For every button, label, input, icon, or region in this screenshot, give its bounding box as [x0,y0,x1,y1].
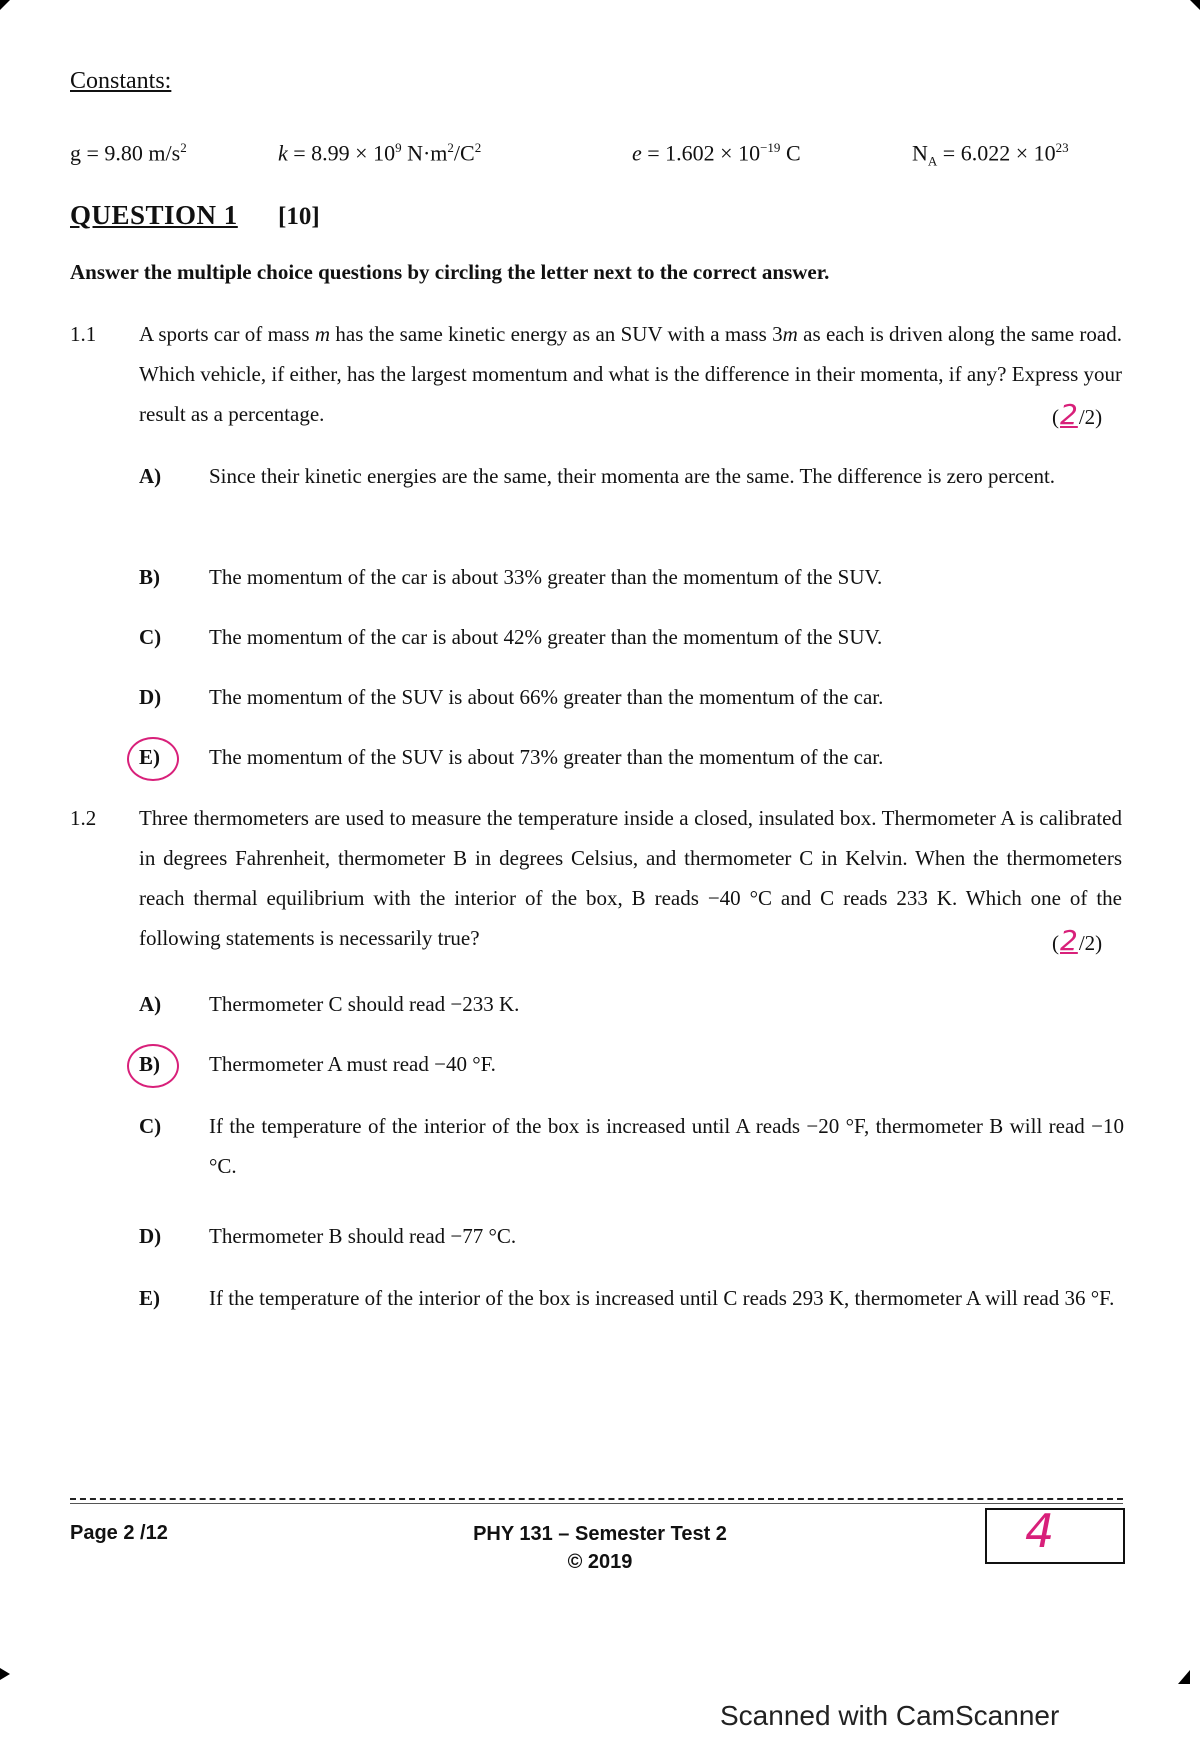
course-name: PHY 131 – Semester Test 2 [473,1523,727,1545]
page-score-box [985,1504,1125,1564]
option-text-1-2-e: If the temperature of the interior of the box is increased until C reads 293 K, thermometer A will read 36 °F. [209,1286,1115,1310]
question-text-1-1: A sports car of mass m has the same kinetic energy as an SUV with a mass 3m as each is driven along the same road. Which vehicle, if either, has the largest momentum and what is the difference in their momenta, if any? Express your result as a percentage. [139,322,1122,426]
handwritten-page-score: 4 [1025,1504,1055,1558]
copyright: © 2019 [567,1551,633,1573]
option-text-1-2-d: Thermometer B should read −77 °C. [209,1224,517,1248]
option-letter-1-1-c[interactable]: C) [139,625,162,649]
constant-na: $N_A = 6.022 \times 10^{23}$ [912,140,1069,169]
option-letter-1-2-e[interactable]: E) [139,1286,160,1310]
option-text-1-2-a: Thermometer C should read −233 K. [209,992,520,1016]
option-text-1-1-e: The momentum of the SUV is about 73% greater than the momentum of the car. [209,745,884,769]
constant-e: $e = 1.602 \times 10^{-19}$ C [632,140,801,166]
footer-divider-solid [70,1503,1123,1504]
option-text-1-1-b: The momentum of the car is about 33% greater than the momentum of the SUV. [209,565,883,589]
question-title: QUESTION 1 [70,200,238,230]
option-text-1-1-c: The momentum of the car is about 42% greater than the momentum of the SUV. [209,625,883,649]
scan-corner-bottom-left [0,1668,10,1680]
option-text-1-1-a: Since their kinetic energies are the same, their momenta are the same. The difference is zero percent. [209,464,1056,488]
option-letter-1-2-b[interactable]: B) [139,1052,160,1076]
question-marks: [10] [278,203,320,230]
constant-g: g = 9.80 $m/s^2$ [70,140,187,166]
option-text-1-2-c: If the temperature of the interior of the box is increased until A reads −20 °F, thermometer B will read −10 °C. [209,1114,1124,1178]
option-letter-1-2-d[interactable]: D) [139,1224,162,1248]
scan-corner-top-left [0,0,10,10]
scan-corner-bottom-right [1178,1670,1190,1684]
option-text-1-1-d: The momentum of the SUV is about 66% greater than the momentum of the car. [209,685,884,709]
page-number: Page 2 /12 [70,1522,168,1544]
question-score-1-2: (2/2) [1052,924,1103,957]
handwritten-score-1-2: 2 [1060,924,1078,957]
option-letter-1-1-a[interactable]: A) [139,464,162,488]
footer-divider-dashed [70,1498,1123,1500]
option-letter-1-2-a[interactable]: A) [139,992,162,1016]
question-number-1-2: 1.2 [70,806,97,830]
constants-heading: Constants: [70,68,172,94]
scanner-watermark: Scanned with CamScanner [720,1700,1060,1731]
course-footer [400,1520,800,1576]
option-letter-1-1-d[interactable]: D) [139,685,162,709]
constant-k: $k = 8.99 \times 10^9$ $N\cdot m^2/C^2$ [278,140,482,166]
question-instruction: Answer the multiple choice questions by circling the letter next to the correct answer. [70,260,830,284]
scan-corner-top-right [1190,0,1200,10]
question-score-1-1: (2/2) [1052,398,1103,431]
option-letter-1-1-b[interactable]: B) [139,565,160,589]
question-text-1-2: Three thermometers are used to measure the temperature inside a closed, insulated box. Thermometer A is calibrated in degrees Fahrenheit, thermometer B in degrees Celsius, and thermometer C in Kelvin. When the thermometers reach thermal equilibrium with the interior of the box, B reads −40 °C and C reads 233 K. Which one of the following statements is necessarily true? [139,806,1122,950]
handwritten-score-1-1: 2 [1060,398,1078,431]
option-text-1-2-b: Thermometer A must read −40 °F. [209,1052,496,1076]
question-number-1-1: 1.1 [70,322,97,346]
option-letter-1-1-e[interactable]: E) [139,745,160,769]
option-letter-1-2-c[interactable]: C) [139,1114,162,1138]
